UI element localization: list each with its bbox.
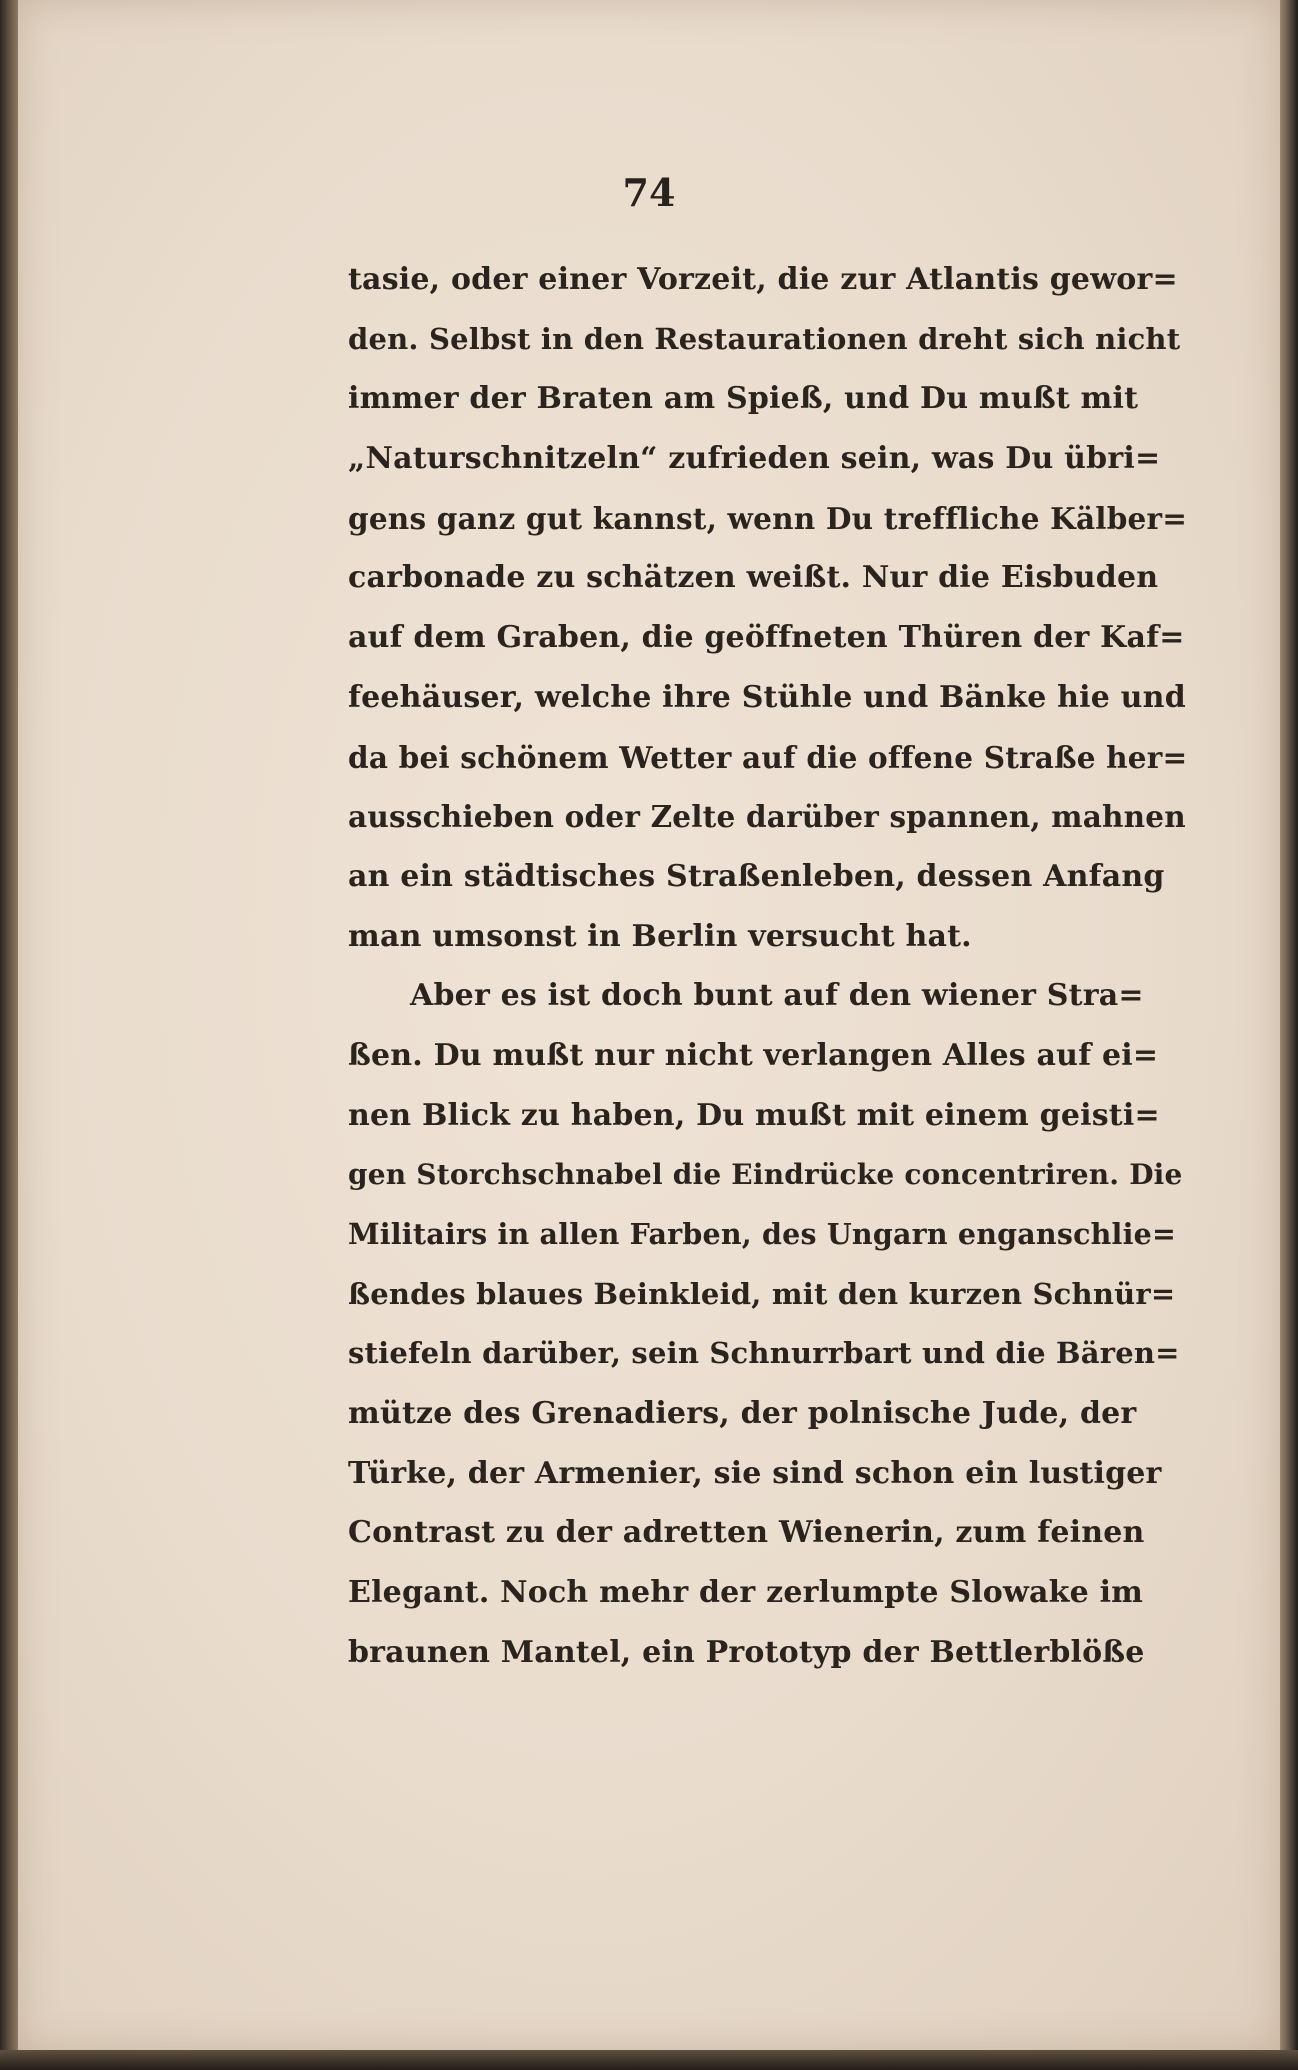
text-line: mütze des Grenadiers, der polnische Jude, der (348, 1396, 1137, 1432)
text-line: man umsonst in Berlin versucht hat. (348, 918, 972, 954)
text-line: feehäuser, welche ihre Stühle und Bänke hie und (348, 679, 1186, 715)
text-line: Aber es ist doch bunt auf den wiener Stra= (410, 978, 1144, 1014)
page-number: 74 (622, 170, 676, 215)
text-line: da bei schönem Wetter auf die offene Straße her= (348, 739, 1188, 775)
text-block (348, 250, 1188, 1683)
text-line: Militairs in allen Farben, des Ungarn enganschlie= (348, 1217, 1177, 1251)
text-line: Türke, der Armenier, sie sind schon ein lustiger (348, 1455, 1162, 1491)
text-line: braunen Mantel, ein Prototyp der Bettlerblöße (348, 1634, 1145, 1670)
text-line: stiefeln darüber, sein Schnurrbart und die Bären= (348, 1336, 1180, 1371)
book-right-edge (1280, 0, 1298, 2070)
text-line: gens ganz gut kannst, wenn Du treffliche Kälber= (348, 500, 1188, 536)
text-line: ßen. Du mußt nur nicht verlangen Alles auf ei= (348, 1037, 1159, 1073)
text-line: an ein städtisches Straßenleben, dessen Anfang (348, 858, 1165, 894)
text-line: „Naturschnitzeln“ zufrieden sein, was Du übri= (348, 441, 1161, 477)
text-line: Contrast zu der adretten Wienerin, zum feinen (348, 1515, 1145, 1551)
text-line: ßendes blaues Beinkleid, mit den kurzen Schnür= (348, 1276, 1176, 1311)
text-line: tasie, oder einer Vorzeit, die zur Atlantis gewor= (348, 262, 1178, 297)
book-bottom-edge (0, 2050, 1298, 2070)
book-left-edge (0, 0, 18, 2070)
text-line: immer der Braten am Spieß, und Du mußt mit (348, 381, 1139, 417)
text-line: gen Storchschnabel die Eindrücke concentriren. Die (348, 1158, 1183, 1192)
text-line: Elegant. Noch mehr der zerlumpte Slowake im (348, 1575, 1144, 1611)
text-line: carbonade zu schätzen weißt. Nur die Eisbuden (348, 560, 1159, 596)
text-line: ausschieben oder Zelte darüber spannen, mahnen (348, 799, 1186, 835)
text-line: den. Selbst in den Restaurationen dreht sich nicht (348, 321, 1181, 356)
text-line: auf dem Graben, die geöffneten Thüren der Kaf= (348, 620, 1185, 656)
book-page (18, 0, 1280, 2050)
text-line: nen Blick zu haben, Du mußt mit einem geisti= (348, 1097, 1160, 1133)
